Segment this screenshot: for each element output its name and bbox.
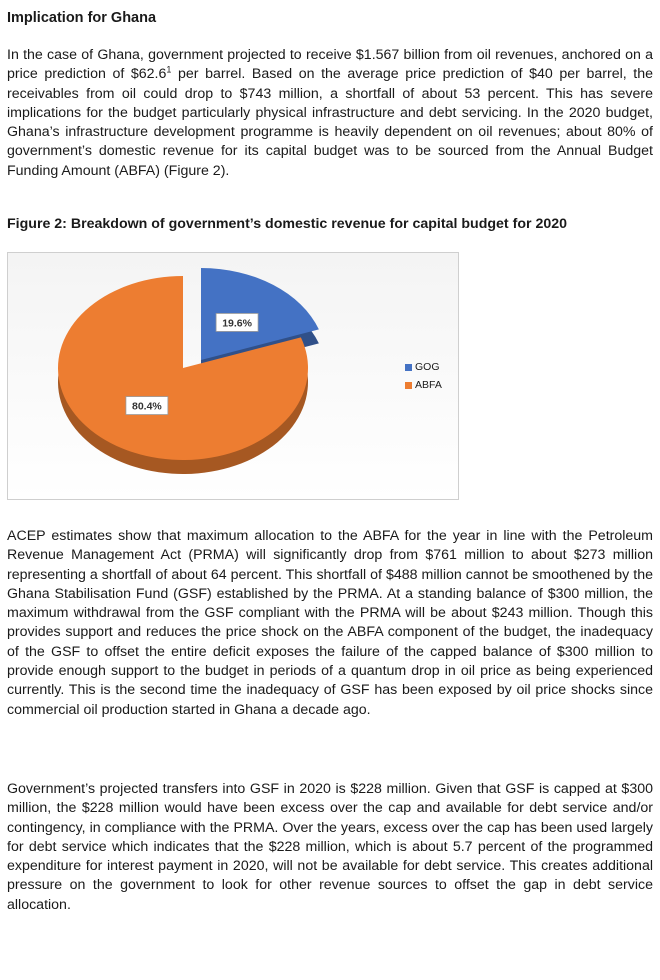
chart-legend <box>405 358 442 394</box>
paragraph-1-text-b: per barrel. Based on the average price prediction of $40 per barrel, the receivables from oil could drop to $743 million, a shortfall of about 53 percent. This has severe implications for the budget particularly physical infrastructure and debt servicing. In the 2020 budget, Ghana’s infrastructure development programme is heavily dependent on oil revenues; about 80% of government’s domestic revenue for its capital budget was to be sourced from the Annual Budget Funding Amount (ABFA) (Figure 2). <box>7 66 653 179</box>
pie-chart <box>8 253 458 499</box>
legend-swatch-gog <box>405 364 412 371</box>
legend-swatch-abfa <box>405 382 412 389</box>
legend-label-abfa: ABFA <box>415 379 442 391</box>
data-label-text-abfa: 80.4% <box>132 400 162 413</box>
legend-item-gog <box>405 358 442 376</box>
paragraph-1 <box>7 46 653 181</box>
data-label-gog <box>216 313 258 331</box>
paragraph-3: Government’s projected transfers into GSF in 2020 is $228 million. Given that GSF is capped at $300 million, the $228 million would have been excess over the cap and available for debt service and/or contingency, in compliance with the PRMA. Over the years, excess over the cap has been used largely for debt service which indicates that the $228 million, which is about 5.7 percent of the programmed expenditure for interest payment in 2020, will not be available for debt service. This creates additional pressure on the government to look for other revenue sources to offset the gap in debt service allocation. <box>7 781 653 913</box>
paragraph-1-text-a: In the case of Ghana, government projected to receive $1.567 billion from oil revenues, anchored on a price prediction of $62.6 <box>7 47 653 83</box>
pie-chart-frame <box>7 252 459 500</box>
footnote-marker[interactable]: 1 <box>166 64 172 75</box>
figure-caption: Figure 2: Breakdown of government’s domestic revenue for capital budget for 2020 <box>7 216 568 232</box>
data-label-abfa <box>126 397 168 415</box>
legend-item-abfa <box>405 376 442 394</box>
paragraph-2: ACEP estimates show that maximum allocation to the ABFA for the year in line with the Petroleum Revenue Management Act (PRMA) will significantly drop from $761 million to about $273 million representing a shortfall of about 64 percent. This shortfall of $488 million cannot be smoothened by the Ghana Stabilisation Fund (GSF) established by the PRMA. At a standing balance of $300 million, the maximum withdrawal from the GSF compliant with the PRMA will be about $243 million. Though this provides support and reduces the price shock on the ABFA component of the budget, the inadequacy of the GSF to offset the entire deficit exposes the failure of the capped balance of $300 million to provide enough support to the budget in periods of a quantum drop in oil price as being experienced currently. This is the second time the inadequacy of GSF has been exposed by oil price shocks since commercial oil production started in Ghana a decade ago. <box>7 528 653 718</box>
data-label-text-gog: 19.6% <box>222 317 252 330</box>
legend-label-gog: GOG <box>415 361 440 373</box>
section-heading: Implication for Ghana <box>7 10 157 26</box>
